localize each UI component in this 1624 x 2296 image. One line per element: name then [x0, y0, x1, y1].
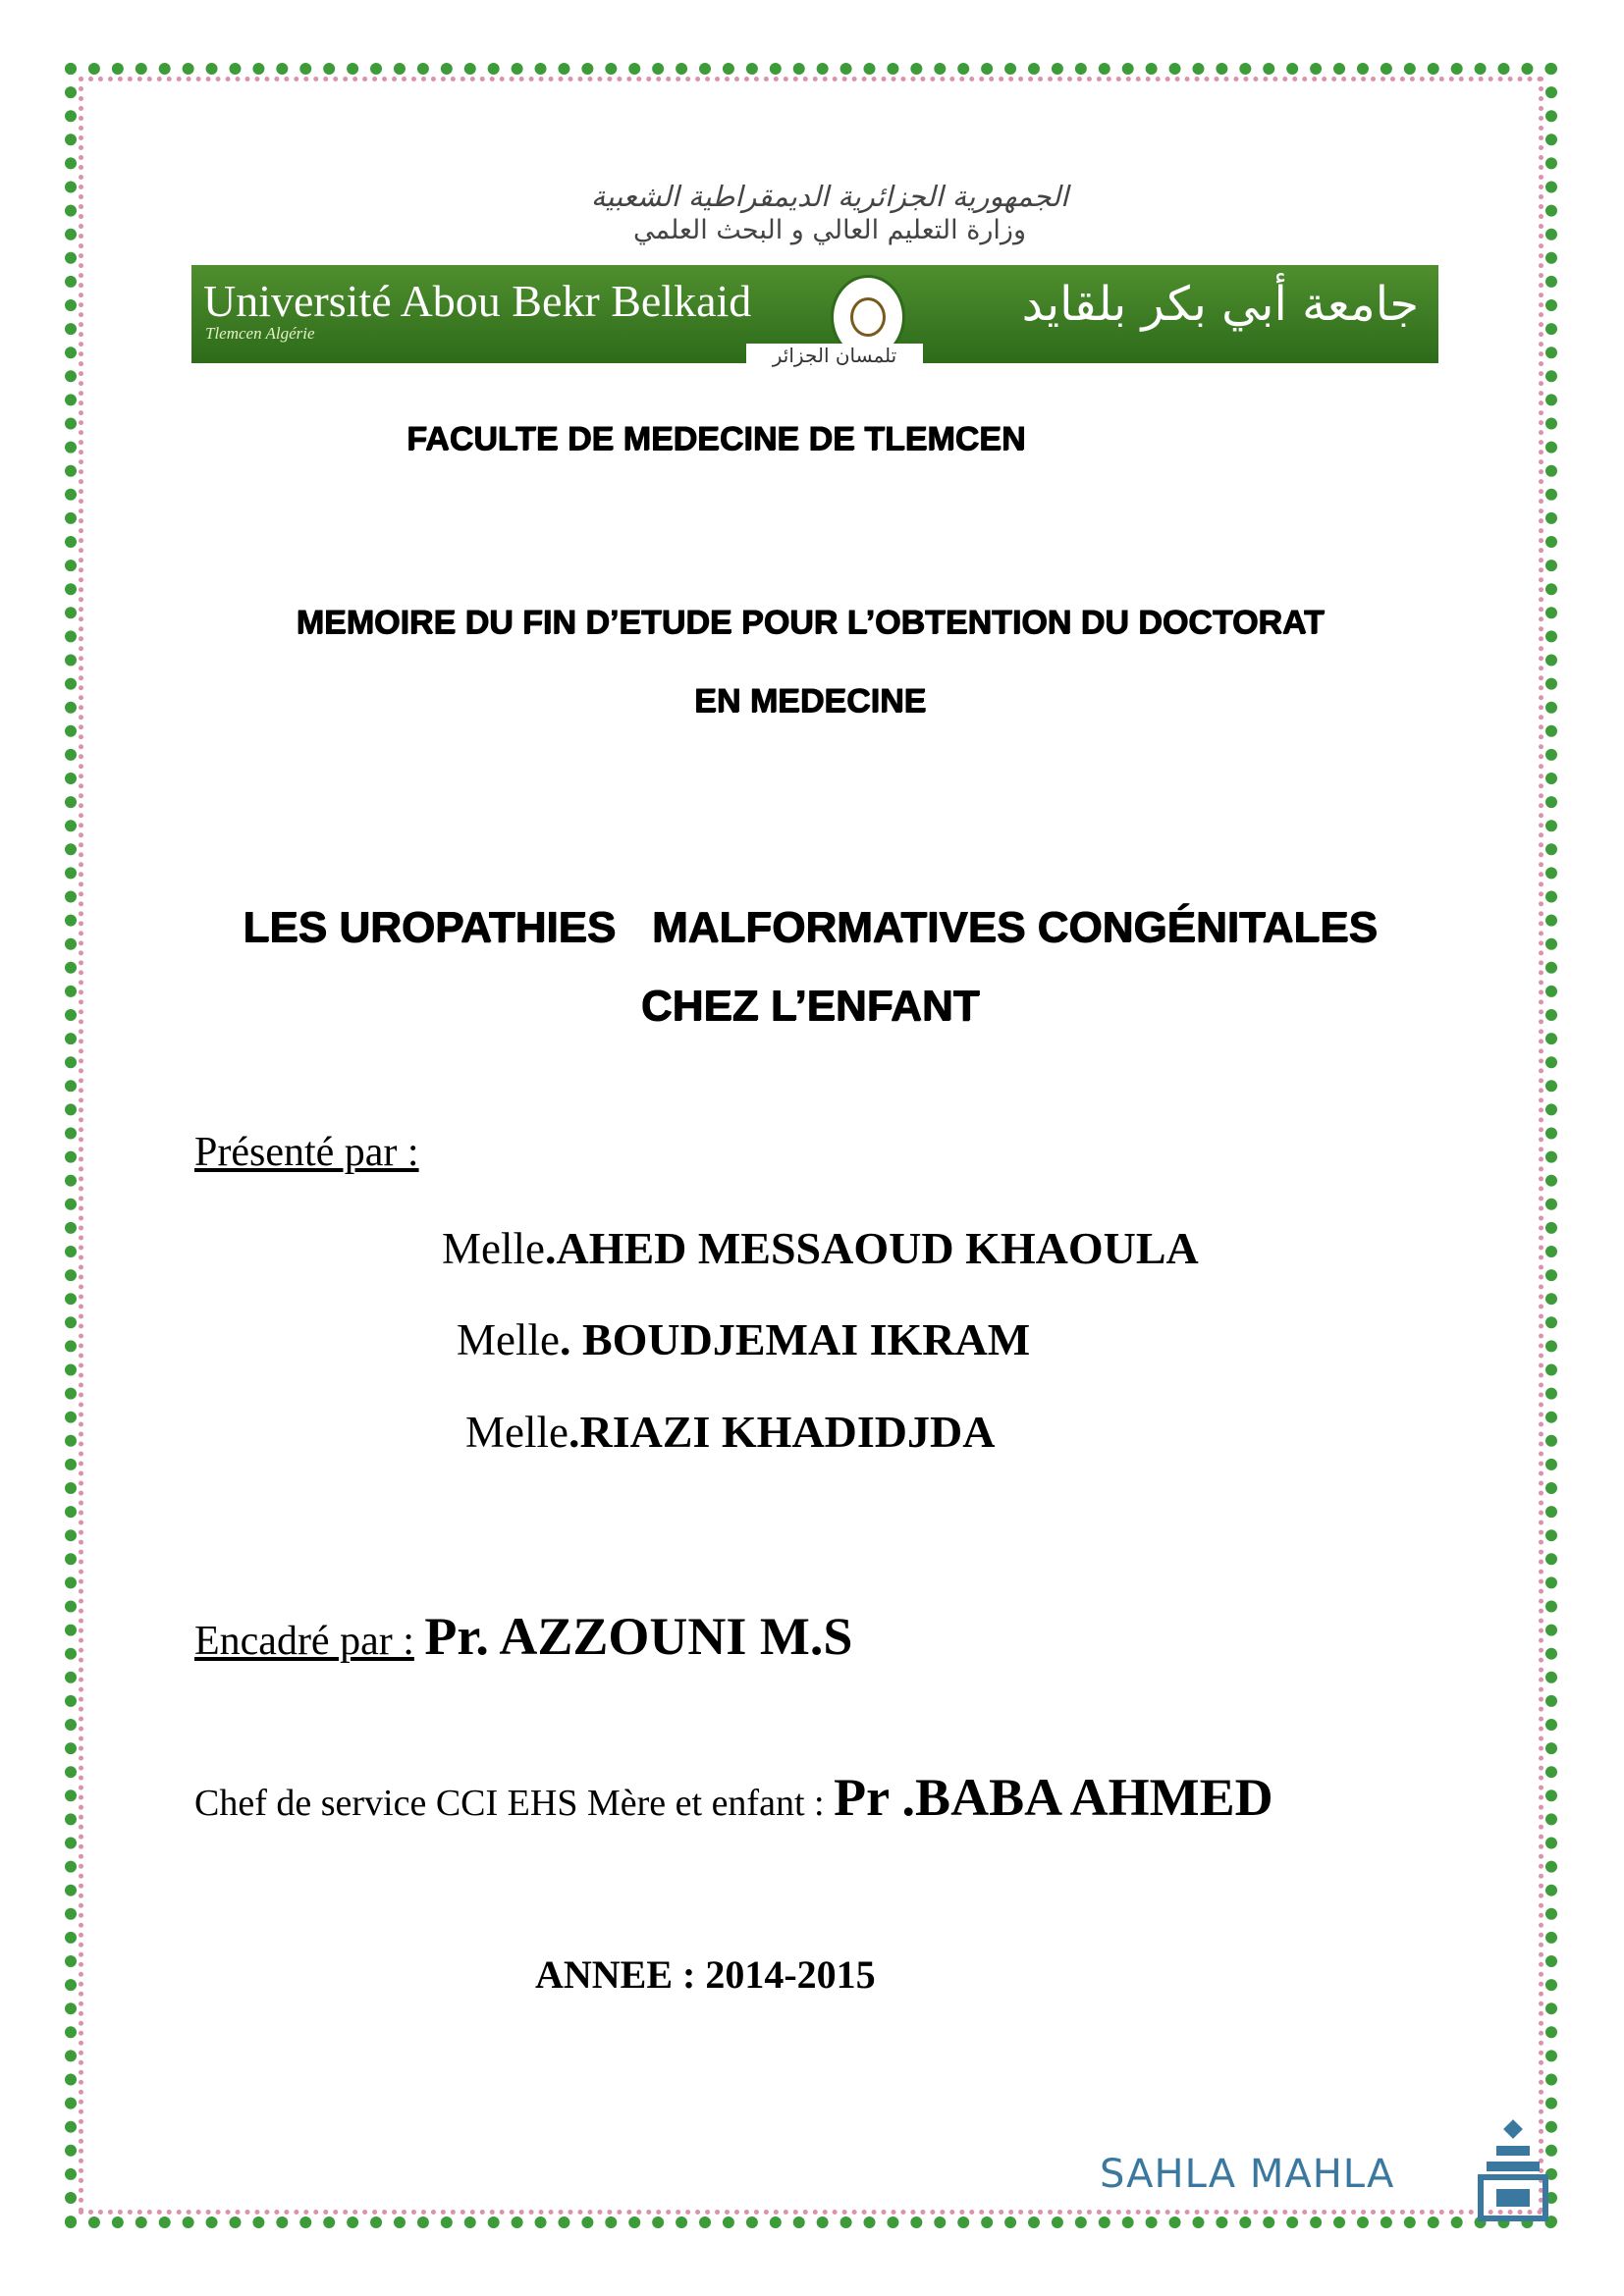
chef-name: Pr .BABA AHMED	[834, 1768, 1273, 1827]
theme-line-1: LES UROPATHIES MALFORMATIVES CONGÉNITALES	[243, 903, 1378, 951]
arabic-republic-line: الجمهورية الجزائرية الديمقراطية الشعبية	[590, 180, 1069, 213]
theme-line-2: CHEZ L’ENFANT	[640, 982, 980, 1030]
thesis-theme	[157, 888, 1463, 1045]
university-location: Tlemcen Algérie	[205, 324, 315, 343]
head-of-service	[194, 1767, 1273, 1828]
student-title: Melle	[457, 1315, 560, 1364]
memoire-line-2: EN MEDECINE	[693, 682, 927, 720]
student-1	[442, 1222, 1199, 1274]
student-name: .RIAZI KHADIDJDA	[568, 1407, 996, 1457]
student-2	[457, 1313, 1030, 1365]
arabic-header	[422, 179, 1237, 247]
faculty-title: FACULTE DE MEDECINE DE TLEMCEN	[406, 420, 1026, 457]
memoire-title	[157, 583, 1463, 740]
student-3	[465, 1406, 995, 1458]
academic-year: ANNEE : 2014-2015	[535, 1952, 876, 1997]
student-name: . BOUDJEMAI IKRAM	[559, 1314, 1031, 1364]
watermark-text: SAHLA MAHLA	[1100, 2152, 1395, 2197]
sahla-mahla-logo-icon	[1475, 2118, 1553, 2226]
supervisor-label: Encadré par :	[194, 1619, 414, 1664]
university-name-fr: Université Abou Bekr Belkaid	[203, 276, 752, 326]
supervisor-name: Pr. AZZOUNI M.S	[424, 1607, 853, 1666]
arabic-ministry-line: وزارة التعليم العالي و البحث العلمي	[632, 215, 1026, 246]
presented-by-label: Présenté par :	[194, 1130, 419, 1175]
student-name: .AHED MESSAOUD KHAOULA	[544, 1223, 1199, 1273]
student-title: Melle	[465, 1408, 568, 1457]
watermark	[1100, 2140, 1551, 2238]
memoire-line-1: MEMOIRE DU FIN D’ETUDE POUR L’OBTENTION DU DOCTORAT	[296, 604, 1325, 641]
chef-label: Chef de service CCI EHS Mère et enfant :	[194, 1783, 825, 1824]
student-title: Melle	[442, 1224, 545, 1273]
university-location-ar: تلمسان الجزائر	[746, 344, 923, 367]
university-name-ar: جامعة أبي بكر بلقايد	[1021, 277, 1419, 332]
supervisor	[194, 1606, 852, 1667]
